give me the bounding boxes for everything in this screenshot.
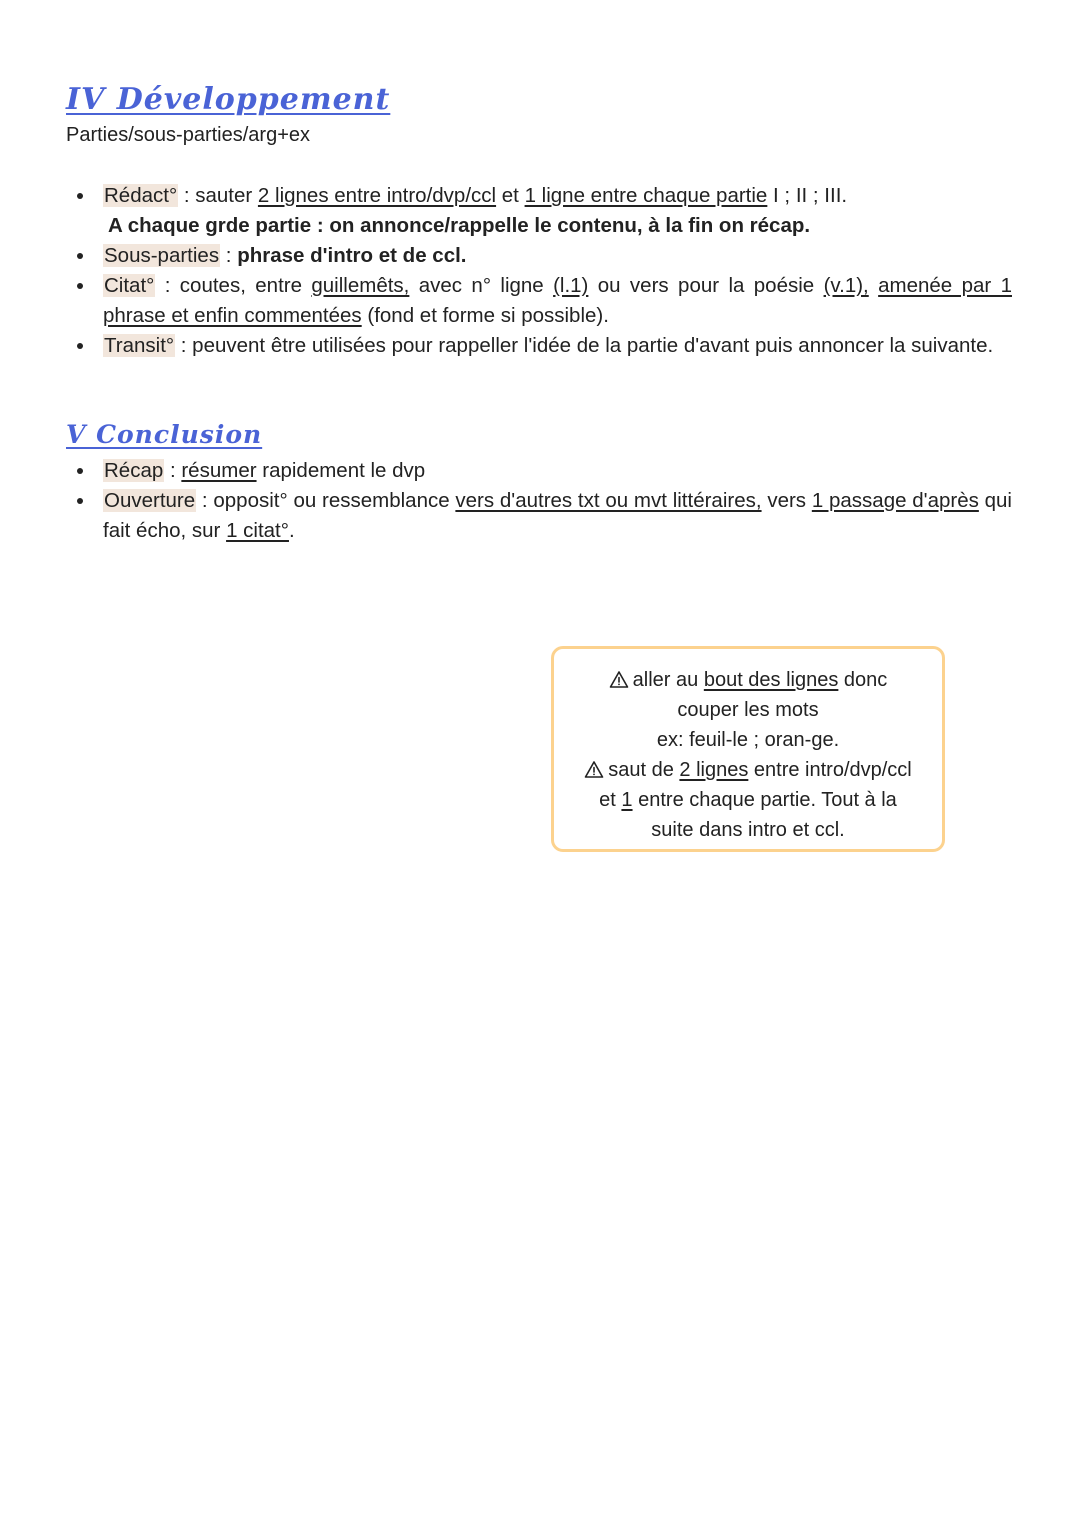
section-development-title: IV Développement <box>66 82 391 117</box>
term-label: Transit° <box>104 334 175 357</box>
note-line: et 1 entre chaque partie. Tout à la <box>599 789 897 811</box>
note-line: ex: feuil-le ; oran-ge. <box>656 729 840 751</box>
warning-icon <box>584 760 604 779</box>
list-item-citation: Citat° : coutes, entre guillemêts, avec n° ligne (l.1) ou vers pour la poésie (v.1), amenée par 1 phrase et enfin commentées (fond et forme si possible). <box>66 271 1012 331</box>
list-item-ouverture: Ouverture : opposit° ou ressemblance vers d'autres txt ou mvt littéraires, vers 1 passage d'après qui fait écho, sur 1 citat°. <box>66 486 1012 546</box>
note-line: saut de 2 lignes entre intro/dvp/ccl <box>564 755 932 785</box>
development-list <box>66 181 1012 361</box>
warning-note-box <box>551 646 945 852</box>
section-conclusion-title: V Conclusion <box>66 420 263 449</box>
term-label: Citat° <box>104 274 155 297</box>
note-line: aller au bout des lignes donc <box>564 665 932 695</box>
section-development-subtitle: Parties/sous-parties/arg+ex <box>66 124 311 146</box>
conclusion-list <box>66 456 1012 546</box>
term-label: Rédact° <box>104 184 178 207</box>
term-label: Ouverture <box>104 489 196 512</box>
term-label: Sous-parties <box>104 244 220 267</box>
bold-note: A chaque grde partie : on annonce/rappelle le contenu, à la fin on récap. <box>108 214 811 237</box>
term-label: Récap <box>104 459 164 482</box>
list-item-transition: Transit° : peuvent être utilisées pour rappeller l'idée de la partie d'avant puis annoncer la suivante. <box>66 331 1012 361</box>
warning-icon <box>609 670 629 689</box>
list-item-recap: Récap : résumer rapidement le dvp <box>66 456 1012 486</box>
list-item-sous-parties: Sous-parties : phrase d'intro et de ccl. <box>66 241 1012 271</box>
list-item-redaction: Rédact° : sauter 2 lignes entre intro/dvp/ccl et 1 ligne entre chaque partie I ; II ; III. A chaque grde partie : on annonce/rappelle le contenu, à la fin on récap. <box>66 181 1012 241</box>
note-line: suite dans intro et ccl. <box>651 819 845 841</box>
note-line: couper les mots <box>677 699 819 721</box>
